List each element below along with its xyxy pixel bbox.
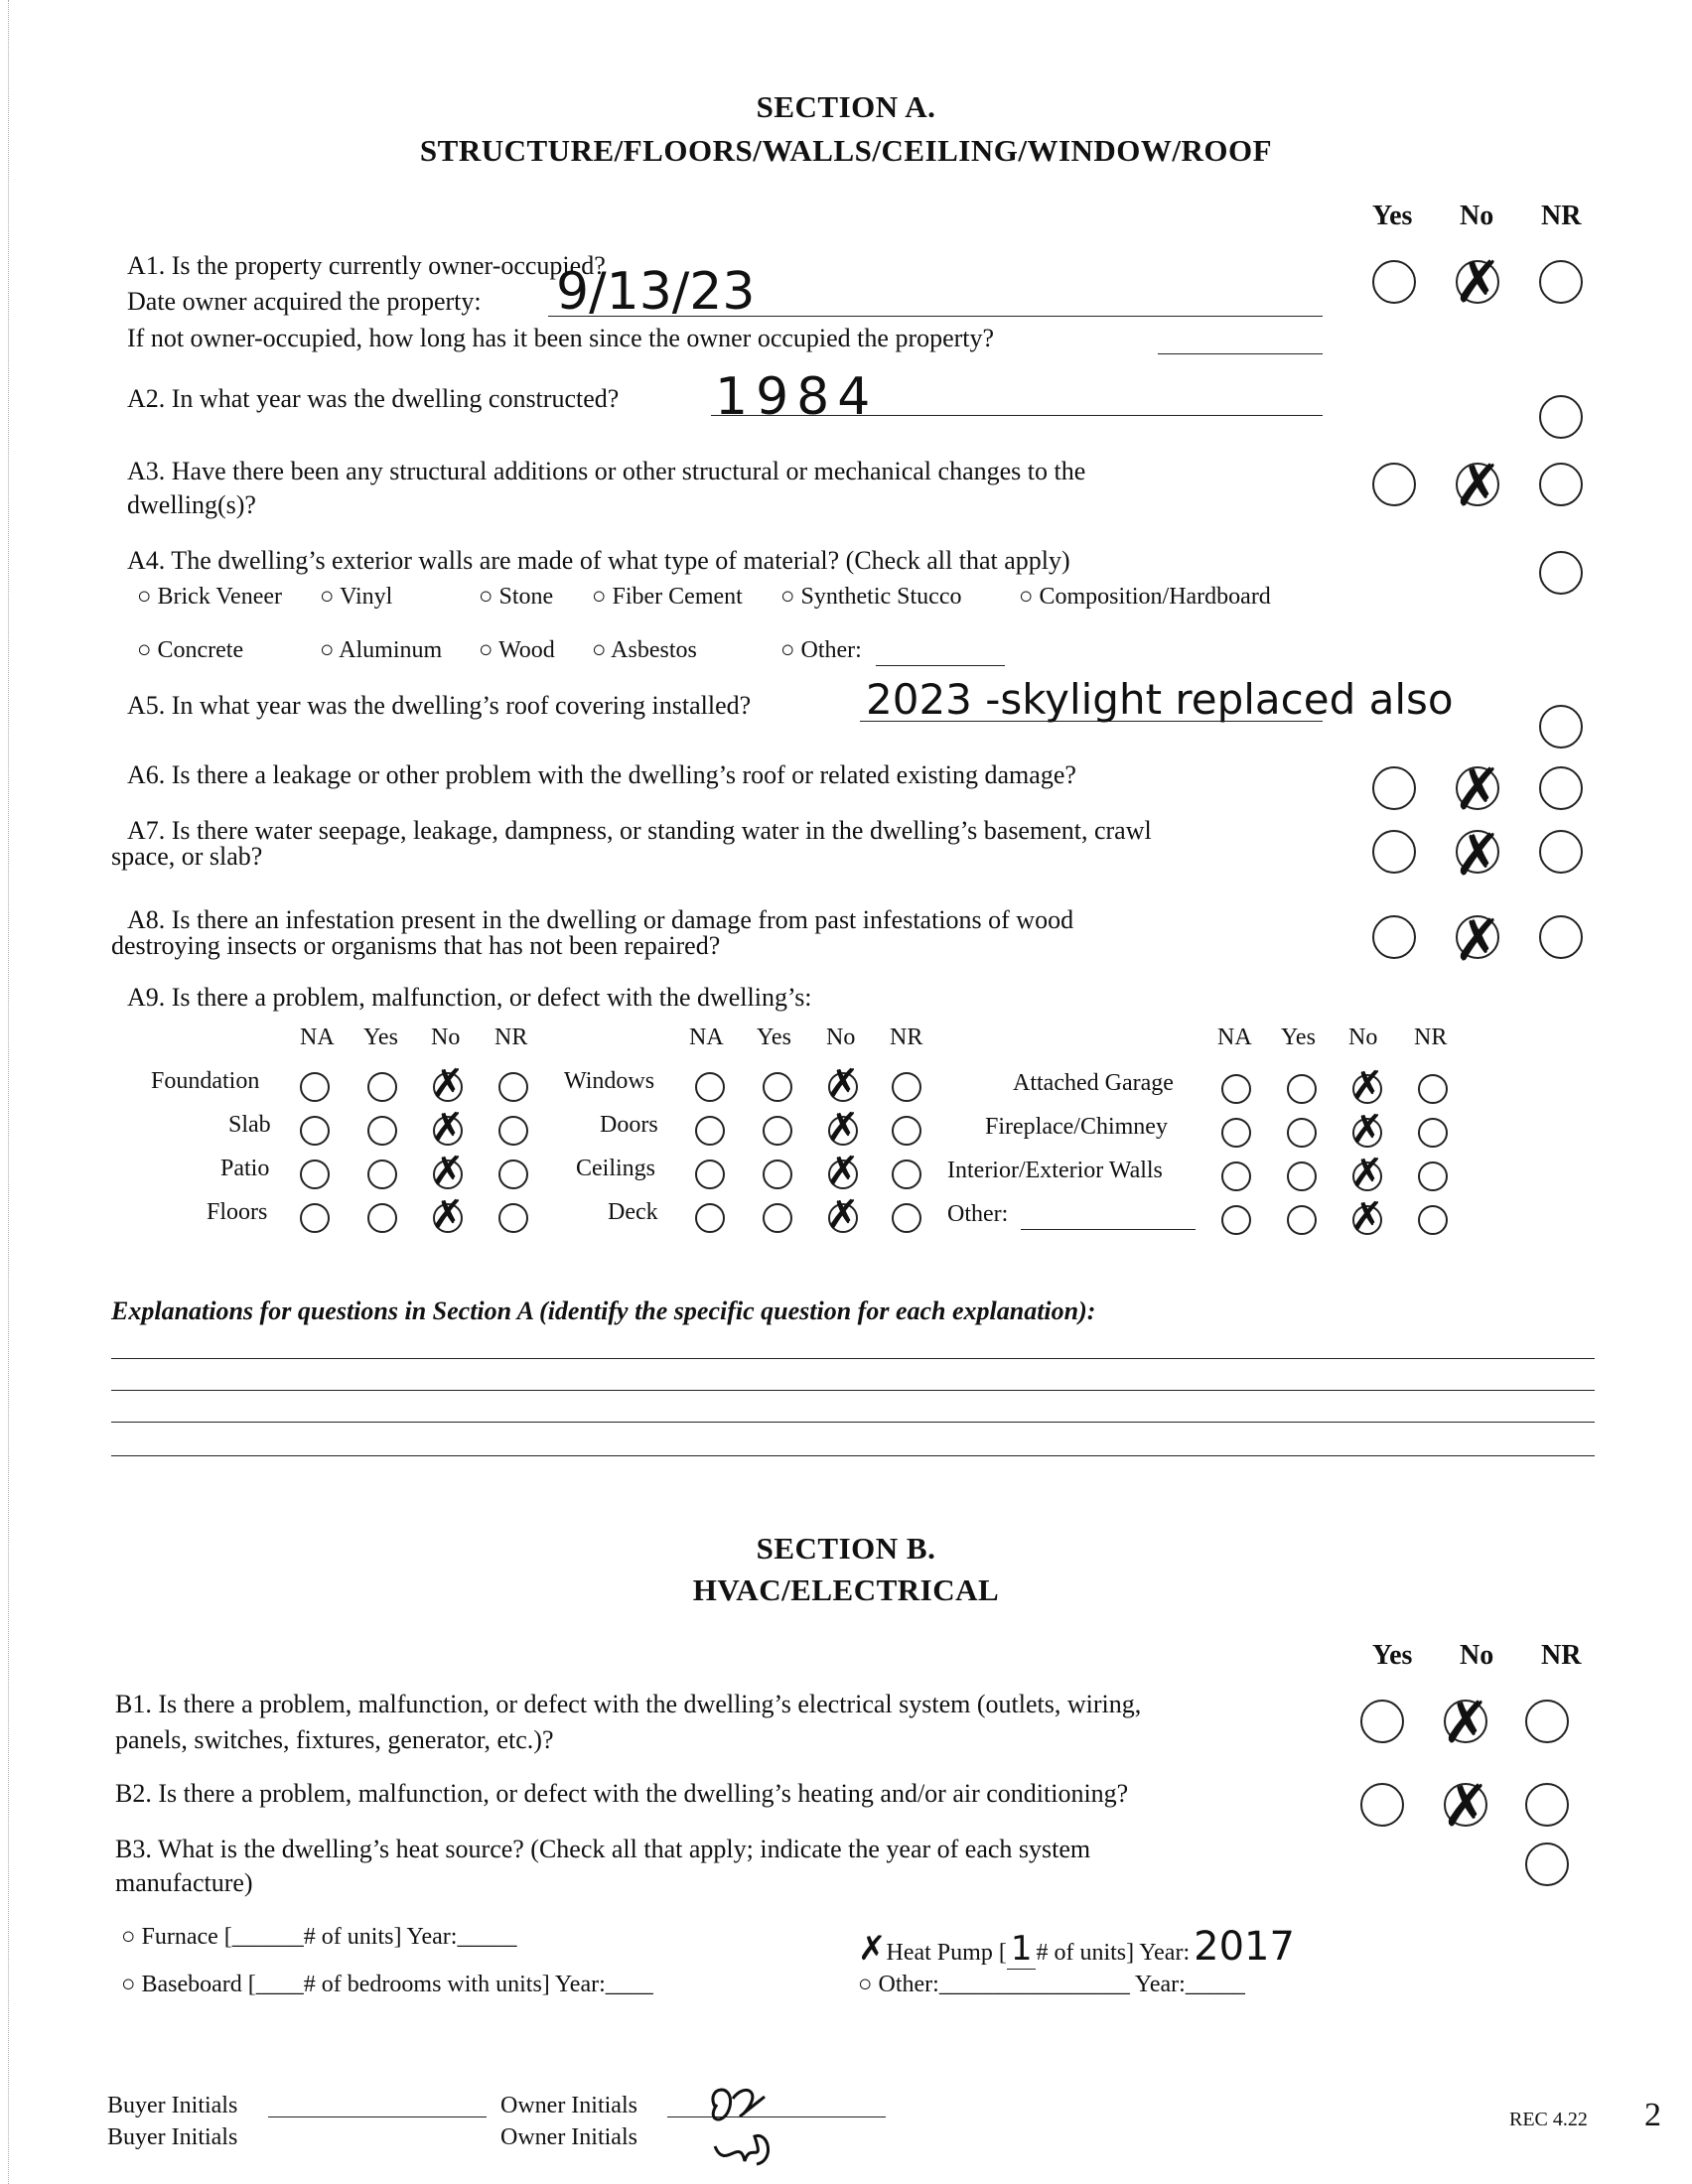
b3-heat-pump-units: 1: [1007, 1929, 1037, 1970]
a9-deck-nr[interactable]: [892, 1203, 921, 1233]
b2-yes-radio[interactable]: [1360, 1783, 1404, 1827]
a9-other-label: Other:: [947, 1201, 1009, 1227]
a1-question: A1. Is the property currently owner-occupied?: [127, 251, 606, 280]
a2-question: A2. In what year was the dwelling constructed?: [127, 384, 620, 413]
a9-foundation-yes[interactable]: [367, 1072, 397, 1102]
buyer-initials-1-label: Buyer Initials: [107, 2093, 238, 2118]
a9-floors-label: Floors: [207, 1199, 268, 1225]
b3-nr-radio[interactable]: [1525, 1843, 1569, 1886]
a3-no-check-icon: ✗: [1454, 452, 1502, 519]
col-yes: Yes: [1372, 201, 1413, 231]
a9-ceilings-no-check-icon: ✗: [826, 1149, 860, 1194]
a1-no-check-icon: ✗: [1454, 248, 1502, 316]
b-col-nr: NR: [1541, 1640, 1582, 1671]
a1-not-occupied-line: [1158, 353, 1323, 354]
owner-initials-signature: [695, 2077, 794, 2176]
a5-question: A5. In what year was the dwelling’s roof covering installed?: [127, 691, 752, 720]
a9-windows-nr[interactable]: [892, 1072, 921, 1102]
b-col-no: No: [1460, 1640, 1494, 1671]
b1-yes-radio[interactable]: [1360, 1700, 1404, 1743]
b-col-yes: Yes: [1372, 1640, 1413, 1671]
page-number: 2: [1644, 2097, 1661, 2133]
a9-doors-no-check-icon: ✗: [826, 1105, 860, 1151]
a9-deck-yes[interactable]: [763, 1203, 792, 1233]
a9-deck-no-check-icon: ✗: [826, 1192, 860, 1238]
a9-int-ext-walls-label: Interior/Exterior Walls: [947, 1158, 1163, 1183]
a8-question-line2: destroying insects or organisms that has not been repaired?: [111, 931, 721, 960]
a4-concrete[interactable]: ○ Concrete: [137, 637, 244, 663]
a4-asbestos[interactable]: ○ Asbestos: [592, 637, 697, 663]
a4-other-line: [876, 665, 1005, 666]
a9-g3-col-yes: Yes: [1281, 1024, 1316, 1050]
a9-fireplace-label: Fireplace/Chimney: [985, 1114, 1168, 1140]
a9-g3-col-no: No: [1348, 1024, 1378, 1050]
a9-g1-col-no: No: [431, 1024, 461, 1050]
a9-other-line: [1021, 1229, 1196, 1230]
a9-g3-col-na: NA: [1217, 1024, 1252, 1050]
a9-foundation-label: Foundation: [151, 1068, 260, 1094]
a9-slab-label: Slab: [228, 1112, 271, 1138]
a9-g1-col-na: NA: [300, 1024, 335, 1050]
b1-no-check-icon: ✗: [1442, 1689, 1490, 1756]
explanation-line-4[interactable]: [111, 1455, 1595, 1456]
a9-fireplace-no-check-icon: ✗: [1350, 1107, 1384, 1153]
a8-yes-radio[interactable]: [1372, 915, 1416, 959]
a4-vinyl[interactable]: ○ Vinyl: [320, 584, 393, 610]
a9-attached-garage-yes[interactable]: [1287, 1074, 1317, 1104]
a9-other-na[interactable]: [1221, 1205, 1251, 1235]
a9-foundation-na[interactable]: [300, 1072, 330, 1102]
a9-attached-garage-nr[interactable]: [1418, 1074, 1448, 1104]
a4-fiber-cement[interactable]: ○ Fiber Cement: [592, 584, 743, 610]
a7-question-line2: space, or slab?: [111, 842, 263, 871]
a9-int-ext-walls-yes[interactable]: [1287, 1161, 1317, 1191]
b1-nr-radio[interactable]: [1525, 1700, 1569, 1743]
a6-question: A6. Is there a leakage or other problem with the dwelling’s roof or related existing damage?: [127, 760, 1076, 789]
a3-question-line2: dwelling(s)?: [127, 490, 256, 519]
a9-g2-col-no: No: [826, 1024, 856, 1050]
a9-doors-yes[interactable]: [763, 1116, 792, 1146]
b3-baseboard[interactable]: ○ Baseboard [____# of bedrooms with units] Year:____: [121, 1972, 653, 1997]
a4-stone[interactable]: ○ Stone: [479, 584, 554, 610]
b3-question-line2: manufacture): [115, 1868, 253, 1897]
a9-slab-na[interactable]: [300, 1116, 330, 1146]
a9-question: A9. Is there a problem, malfunction, or defect with the dwelling’s:: [127, 983, 812, 1012]
a4-other[interactable]: ○ Other:: [780, 637, 862, 663]
a7-nr-radio[interactable]: [1539, 830, 1583, 874]
b2-nr-radio[interactable]: [1525, 1783, 1569, 1827]
a9-deck-label: Deck: [608, 1199, 658, 1225]
a6-nr-radio[interactable]: [1539, 766, 1583, 810]
a8-no-check-icon: ✗: [1454, 906, 1502, 974]
a7-yes-radio[interactable]: [1372, 830, 1416, 874]
a9-g1-col-yes: Yes: [363, 1024, 398, 1050]
a9-doors-na[interactable]: [695, 1116, 725, 1146]
col-nr: NR: [1541, 201, 1582, 231]
a9-g2-col-yes: Yes: [757, 1024, 791, 1050]
explanation-line-3[interactable]: [111, 1422, 1595, 1423]
b1-question-line1: B1. Is there a problem, malfunction, or defect with the dwelling’s electrical system (outlets, wiring,: [115, 1690, 1142, 1718]
b3-heat-pump-check-icon: ✗: [858, 1929, 887, 1969]
a5-nr-radio[interactable]: [1539, 705, 1583, 749]
a6-no-check-icon: ✗: [1454, 755, 1502, 823]
a9-windows-label: Windows: [564, 1068, 655, 1094]
a9-windows-no-check-icon: ✗: [826, 1061, 860, 1107]
a9-int-ext-walls-na[interactable]: [1221, 1161, 1251, 1191]
a9-patio-na[interactable]: [300, 1160, 330, 1189]
a9-g3-col-nr: NR: [1414, 1024, 1448, 1050]
b2-question: B2. Is there a problem, malfunction, or defect with the dwelling’s heating and/or air conditioning?: [115, 1779, 1129, 1808]
a9-floors-nr[interactable]: [498, 1203, 528, 1233]
a9-ceilings-label: Ceilings: [576, 1156, 656, 1181]
a9-fireplace-nr[interactable]: [1418, 1118, 1448, 1148]
buyer-initials-2-label: Buyer Initials: [107, 2124, 238, 2150]
a9-fireplace-na[interactable]: [1221, 1118, 1251, 1148]
owner-initials-1-label: Owner Initials: [500, 2093, 637, 2118]
explanations-heading: Explanations for questions in Section A (identify the specific question for each explanation):: [111, 1297, 1096, 1325]
section-b-subtitle: HVAC/ELECTRICAL: [692, 1572, 1000, 1607]
b3-question-line1: B3. What is the dwelling’s heat source? (Check all that apply; indicate the year of each system: [115, 1835, 1091, 1863]
a9-patio-nr[interactable]: [498, 1160, 528, 1189]
buyer-initials-1-line[interactable]: [268, 2116, 487, 2117]
section-a-subtitle: STRUCTURE/FLOORS/WALLS/CEILING/WINDOW/ROOF: [419, 133, 1273, 168]
a9-attached-garage-na[interactable]: [1221, 1074, 1251, 1104]
a8-nr-radio[interactable]: [1539, 915, 1583, 959]
form-number: REC 4.22: [1509, 2109, 1588, 2130]
a9-g2-col-nr: NR: [890, 1024, 923, 1050]
a9-ceilings-nr[interactable]: [892, 1160, 921, 1189]
b3-heat-pump-year: 2017: [1194, 1924, 1295, 1970]
a7-question-line1: A7. Is there water seepage, leakage, dampness, or standing water in the dwelling’s basement, crawl: [127, 816, 1152, 845]
a9-g1-col-nr: NR: [494, 1024, 528, 1050]
a1-nr-radio[interactable]: [1539, 260, 1583, 304]
explanation-line-2[interactable]: [111, 1390, 1595, 1391]
a9-patio-yes[interactable]: [367, 1160, 397, 1189]
a9-attached-garage-label: Attached Garage: [1013, 1070, 1174, 1096]
a4-nr-radio[interactable]: [1539, 551, 1583, 595]
a9-g2-col-na: NA: [689, 1024, 724, 1050]
a6-yes-radio[interactable]: [1372, 766, 1416, 810]
col-no: No: [1460, 201, 1494, 231]
a1-date-label: Date owner acquired the property:: [127, 287, 482, 316]
a9-doors-nr[interactable]: [892, 1116, 921, 1146]
a9-other-yes[interactable]: [1287, 1205, 1317, 1235]
a9-ceilings-na[interactable]: [695, 1160, 725, 1189]
a9-windows-yes[interactable]: [763, 1072, 792, 1102]
a3-nr-radio[interactable]: [1539, 463, 1583, 506]
a9-attached-garage-no-check-icon: ✗: [1350, 1063, 1384, 1109]
a4-composition-hardboard[interactable]: ○ Composition/Hardboard: [1019, 584, 1271, 610]
a4-question: A4. The dwelling’s exterior walls are made of what type of material? (Check all that apply): [127, 546, 1070, 575]
b1-question-line2: panels, switches, fixtures, generator, etc.)?: [115, 1725, 554, 1754]
a9-doors-label: Doors: [600, 1112, 658, 1138]
a9-floors-no-check-icon: ✗: [431, 1192, 465, 1238]
b3-other[interactable]: ○ Other:________________ Year:_____: [858, 1972, 1245, 1997]
a9-ceilings-yes[interactable]: [763, 1160, 792, 1189]
a9-other-nr[interactable]: [1418, 1205, 1448, 1235]
a9-slab-no-check-icon: ✗: [431, 1105, 465, 1151]
a8-question-line1: A8. Is there an infestation present in the dwelling or damage from past infestations of wood: [127, 905, 1074, 934]
section-b-title: SECTION B.: [756, 1531, 936, 1566]
a3-question-line1: A3. Have there been any structural additions or other structural or mechanical changes to the: [127, 457, 1086, 485]
a9-int-ext-walls-nr[interactable]: [1418, 1161, 1448, 1191]
a1-not-occupied: If not owner-occupied, how long has it been since the owner occupied the property?: [127, 324, 995, 352]
section-a-title: SECTION A.: [756, 89, 936, 124]
a9-other-no-check-icon: ✗: [1350, 1194, 1384, 1240]
a9-foundation-no-check-icon: ✗: [431, 1061, 465, 1107]
a9-deck-na[interactable]: [695, 1203, 725, 1233]
a2-value: 1984: [715, 367, 879, 427]
a7-no-check-icon: ✗: [1454, 821, 1502, 888]
a1-date-value: 9/13/23: [556, 262, 756, 322]
a9-floors-na[interactable]: [300, 1203, 330, 1233]
owner-initials-2-label: Owner Initials: [500, 2124, 637, 2150]
a4-synthetic-stucco[interactable]: ○ Synthetic Stucco: [780, 584, 962, 610]
a9-windows-na[interactable]: [695, 1072, 725, 1102]
a5-value: 2023 -skylight replaced also: [866, 675, 1454, 724]
a9-patio-no-check-icon: ✗: [431, 1149, 465, 1194]
a9-int-ext-walls-no-check-icon: ✗: [1350, 1151, 1384, 1196]
a4-wood[interactable]: ○ Wood: [479, 637, 555, 663]
a9-slab-yes[interactable]: [367, 1116, 397, 1146]
a9-fireplace-yes[interactable]: [1287, 1118, 1317, 1148]
a1-yes-radio[interactable]: [1372, 260, 1416, 304]
a4-aluminum[interactable]: ○ Aluminum: [320, 637, 443, 663]
b2-no-check-icon: ✗: [1442, 1772, 1490, 1840]
a2-nr-radio[interactable]: [1539, 395, 1583, 439]
a4-brick-veneer[interactable]: ○ Brick Veneer: [137, 584, 283, 610]
a9-patio-label: Patio: [220, 1156, 270, 1181]
a9-foundation-nr[interactable]: [498, 1072, 528, 1102]
b3-furnace[interactable]: ○ Furnace [______# of units] Year:_____: [121, 1924, 517, 1950]
b3-heat-pump[interactable]: ✗Heat Pump [ 1 # of units] Year: 2017: [858, 1924, 1295, 1970]
a9-slab-nr[interactable]: [498, 1116, 528, 1146]
a9-floors-yes[interactable]: [367, 1203, 397, 1233]
a3-yes-radio[interactable]: [1372, 463, 1416, 506]
explanation-line-1[interactable]: [111, 1358, 1595, 1359]
